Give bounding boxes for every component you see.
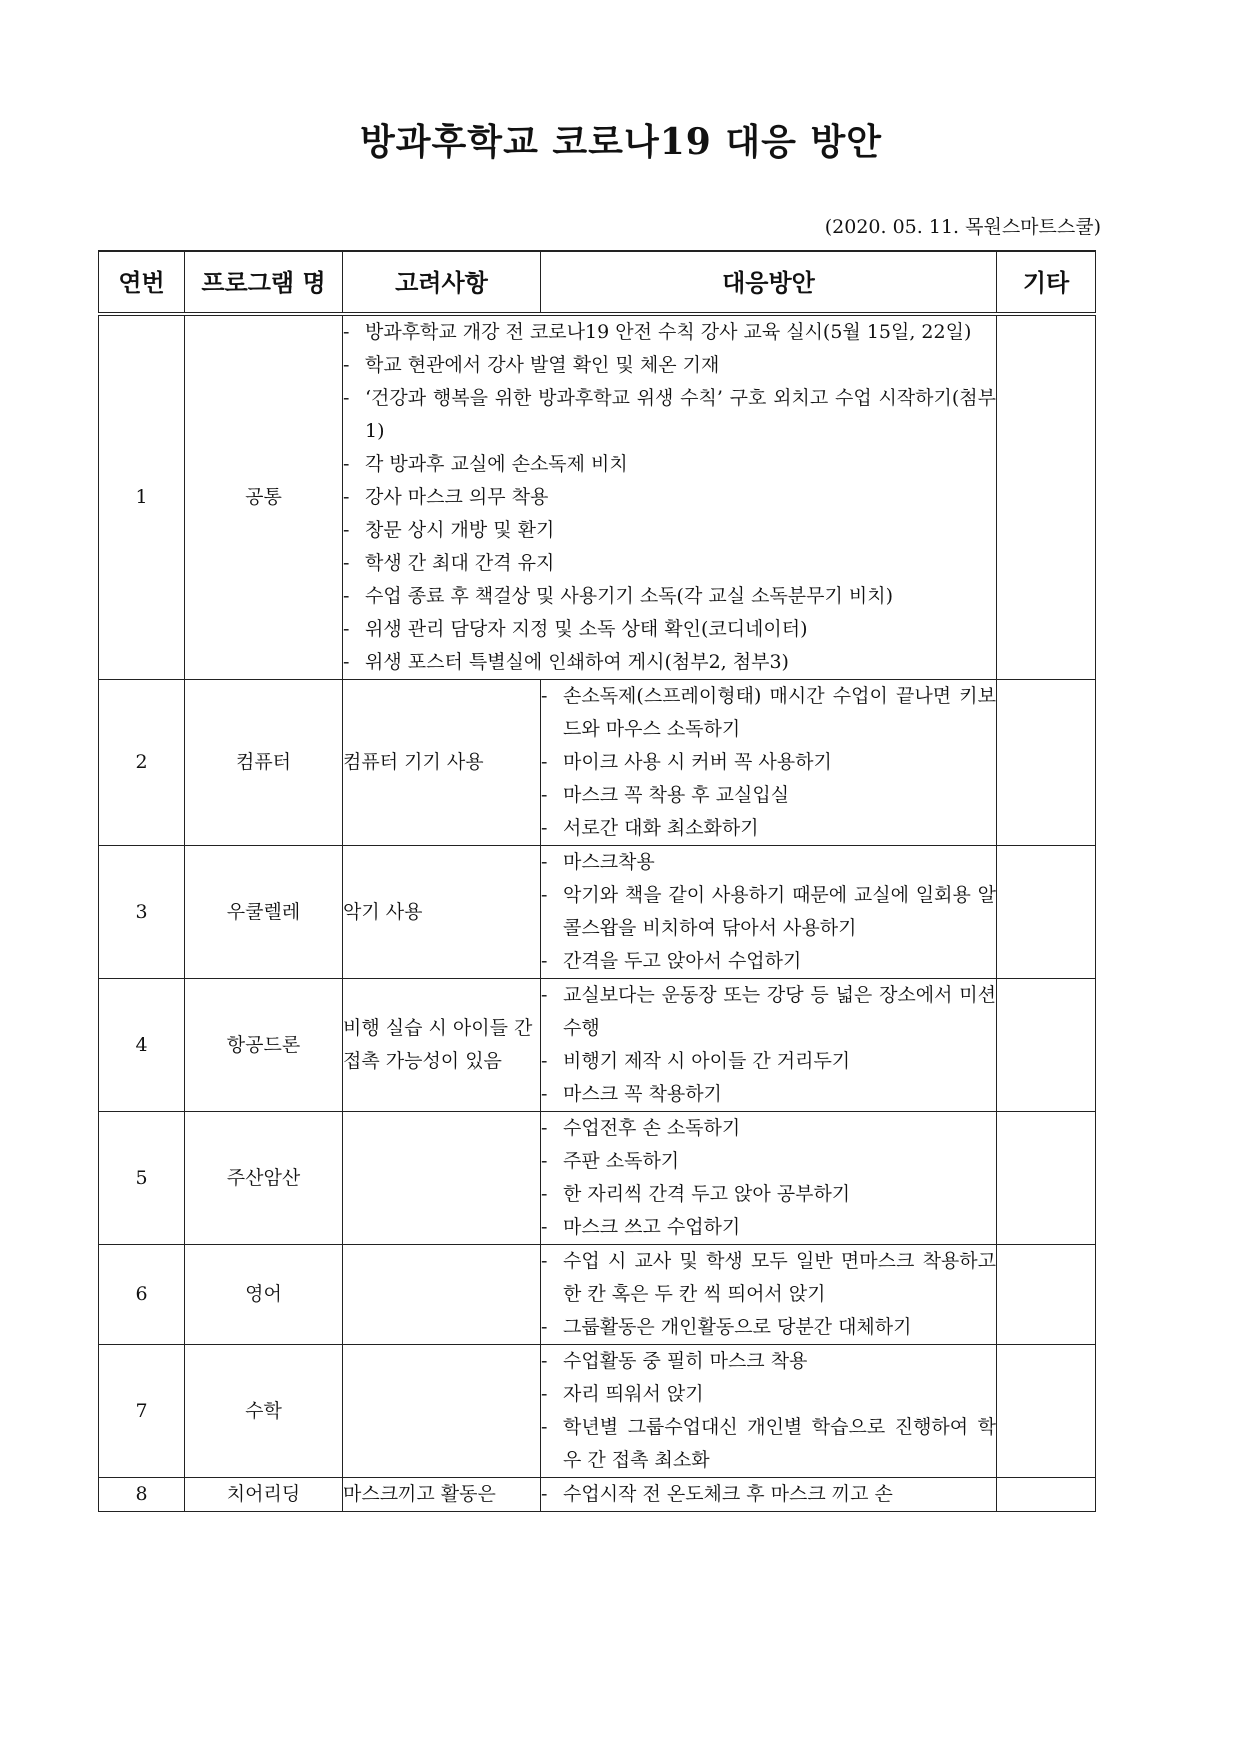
response-list [541,1478,996,1511]
list-item [541,1478,996,1511]
response-text: 주판 소독하기 [563,1150,680,1172]
program-name: 공통 [185,314,343,680]
table-row [99,1345,1096,1478]
list-item [541,879,996,945]
list-item [343,580,996,613]
considerations-cell [343,1345,541,1478]
response-text: 손소독제(스프레이형태) 매시간 수업이 끝나면 키보드와 마우스 소독하기 [563,685,996,740]
dash-bullet: - [541,1216,548,1238]
dash-bullet: - [541,1183,548,1205]
header-considerations: 고려사항 [343,251,541,314]
responses-cell [541,1112,997,1245]
row-number: 3 [99,846,185,979]
list-item [541,1245,996,1311]
dash-bullet: - [541,685,548,707]
table-row [99,979,1096,1112]
etc-cell [997,846,1096,979]
dash-bullet: - [343,354,350,376]
response-text: 수업 시 교사 및 학생 모두 일반 면마스크 착용하고 한 칸 혹은 두 칸 씩 띄어서 앉기 [563,1250,996,1305]
response-list [541,1345,996,1477]
response-list [541,1112,996,1244]
list-item [541,945,996,978]
responses-cell [541,979,997,1112]
response-text: 마스크 꼭 착용하기 [563,1083,722,1105]
response-list [541,846,996,978]
dash-bullet: - [541,1117,548,1139]
list-item [541,1178,996,1211]
etc-cell [997,1245,1096,1345]
response-text: 그룹활동은 개인활동으로 당분간 대체하기 [563,1316,912,1338]
considerations-cell [343,1245,541,1345]
dash-bullet: - [343,321,350,343]
etc-cell [997,1112,1096,1245]
response-text: 교실보다는 운동장 또는 강당 등 넓은 장소에서 미션 수행 [563,984,996,1039]
row-number: 1 [99,314,185,680]
response-text: 학교 현관에서 강사 발열 확인 및 체온 기재 [365,354,720,376]
list-item [541,1211,996,1244]
list-item [541,746,996,779]
etc-cell [997,680,1096,846]
response-text: 수업활동 중 필히 마스크 착용 [563,1350,808,1372]
response-text: 비행기 제작 시 아이들 간 거리두기 [563,1050,851,1072]
responses-cell [541,1345,997,1478]
dash-bullet: - [343,486,350,508]
dash-bullet: - [541,1350,548,1372]
row-number: 4 [99,979,185,1112]
program-name: 컴퓨터 [185,680,343,846]
response-text: ‘건강과 행복을 위한 방과후학교 위생 수칙’ 구호 외치고 수업 시작하기(첨부1) [365,387,996,442]
row-number: 7 [99,1345,185,1478]
header-responses: 대응방안 [541,251,997,314]
row-number: 6 [99,1245,185,1345]
response-text: 수업시작 전 온도체크 후 마스크 끼고 손 [563,1483,893,1505]
list-item [343,514,996,547]
list-item [541,1378,996,1411]
table-body [99,314,1096,1512]
response-text: 수업전후 손 소독하기 [563,1117,741,1139]
response-text: 위생 관리 담당자 지정 및 소독 상태 확인(코디네이터) [365,618,808,640]
response-list [541,979,996,1111]
response-text: 수업 종료 후 책걸상 및 사용기기 소독(각 교실 소독분무기 비치) [365,585,894,607]
table-row [99,1112,1096,1245]
dash-bullet: - [541,1150,548,1172]
row-number: 5 [99,1112,185,1245]
document-dateline: (2020. 05. 11. 목원스마트스쿨) [824,216,1101,238]
response-text: 서로간 대화 최소화하기 [563,817,759,839]
dash-bullet: - [541,984,548,1006]
header-num: 연번 [99,251,185,314]
dash-bullet: - [343,519,350,541]
responses-cell [541,680,997,846]
list-item [343,547,996,580]
list-item [541,1045,996,1078]
response-text: 방과후학교 개강 전 코로나19 안전 수칙 강사 교육 실시(5월 15일, 22일) [365,321,972,343]
list-item [541,846,996,879]
response-text: 각 방과후 교실에 손소독제 비치 [365,453,628,475]
list-item [541,812,996,845]
table-header-row [99,251,1096,314]
response-text: 한 자리씩 간격 두고 앉아 공부하기 [563,1183,851,1205]
table-row [99,1478,1096,1512]
table-row [99,314,1096,680]
list-item [343,613,996,646]
considerations-cell: 비행 실습 시 아이들 간 접촉 가능성이 있음 [343,979,541,1112]
dash-bullet: - [541,884,548,906]
responses-cell [541,1245,997,1345]
dash-bullet: - [541,784,548,806]
list-item [343,316,996,349]
etc-cell [997,1345,1096,1478]
list-item [541,979,996,1045]
considerations-cell: 컴퓨터 기기 사용 [343,680,541,846]
responses-cell [541,846,997,979]
etc-cell [997,314,1096,680]
list-item [343,448,996,481]
response-text: 마스크 쓰고 수업하기 [563,1216,741,1238]
dash-bullet: - [541,751,548,773]
list-item [343,481,996,514]
response-list [541,680,996,845]
program-name: 수학 [185,1345,343,1478]
response-text: 학생 간 최대 간격 유지 [365,552,555,574]
table-row [99,1245,1096,1345]
list-item [343,349,996,382]
list-item [541,1145,996,1178]
program-name: 치어리딩 [185,1478,343,1512]
list-item [541,779,996,812]
header-etc: 기타 [997,251,1096,314]
program-name: 주산암산 [185,1112,343,1245]
dash-bullet: - [343,618,350,640]
dash-bullet: - [541,1383,548,1405]
program-name: 영어 [185,1245,343,1345]
row-number: 8 [99,1478,185,1512]
considerations-cell: 마스크끼고 활동은 [343,1478,541,1512]
considerations-cell: 악기 사용 [343,846,541,979]
dash-bullet: - [541,1483,548,1505]
response-text: 자리 띄워서 앉기 [563,1383,704,1405]
response-text: 마스크 꼭 착용 후 교실입실 [563,784,790,806]
response-text: 악기와 책을 같이 사용하기 때문에 교실에 일회용 알콜스왑을 비치하여 닦아서 사용하기 [563,884,996,939]
response-text: 간격을 두고 앉아서 수업하기 [563,950,802,972]
dash-bullet: - [541,1316,548,1338]
list-item [541,1078,996,1111]
considerations-cell [343,1112,541,1245]
dash-bullet: - [343,387,350,409]
dash-bullet: - [541,1083,548,1105]
response-text: 마스크착용 [563,851,655,873]
response-text: 마이크 사용 시 커버 꼭 사용하기 [563,751,832,773]
etc-cell [997,1478,1096,1512]
program-name: 항공드론 [185,979,343,1112]
dash-bullet: - [541,1050,548,1072]
response-text: 강사 마스크 의무 착용 [365,486,549,508]
response-text: 위생 포스터 특별실에 인쇄하여 게시(첨부2, 첨부3) [365,651,789,673]
dash-bullet: - [541,851,548,873]
list-item [541,1411,996,1477]
response-list [343,316,996,679]
dash-bullet: - [541,1416,548,1438]
list-item [541,1345,996,1378]
table-row [99,846,1096,979]
list-item [541,1311,996,1344]
responses-cell [343,314,997,680]
response-text: 학년별 그룹수업대신 개인별 학습으로 진행하여 학우 간 접촉 최소화 [563,1416,996,1471]
dash-bullet: - [343,585,350,607]
dash-bullet: - [541,1250,548,1272]
table-row [99,680,1096,846]
response-list [541,1245,996,1344]
document-title: 방과후학교 코로나19 대응 방안 [359,121,882,163]
response-plan-table [98,250,1096,1512]
dash-bullet: - [343,453,350,475]
dash-bullet: - [343,651,350,673]
header-program: 프로그램 명 [185,251,343,314]
list-item [541,680,996,746]
response-text: 창문 상시 개방 및 환기 [365,519,555,541]
etc-cell [997,979,1096,1112]
dash-bullet: - [541,817,548,839]
list-item [541,1112,996,1145]
responses-cell [541,1478,997,1512]
row-number: 2 [99,680,185,846]
list-item [343,646,996,679]
list-item [343,382,996,448]
dash-bullet: - [343,552,350,574]
program-name: 우쿨렐레 [185,846,343,979]
dash-bullet: - [541,950,548,972]
